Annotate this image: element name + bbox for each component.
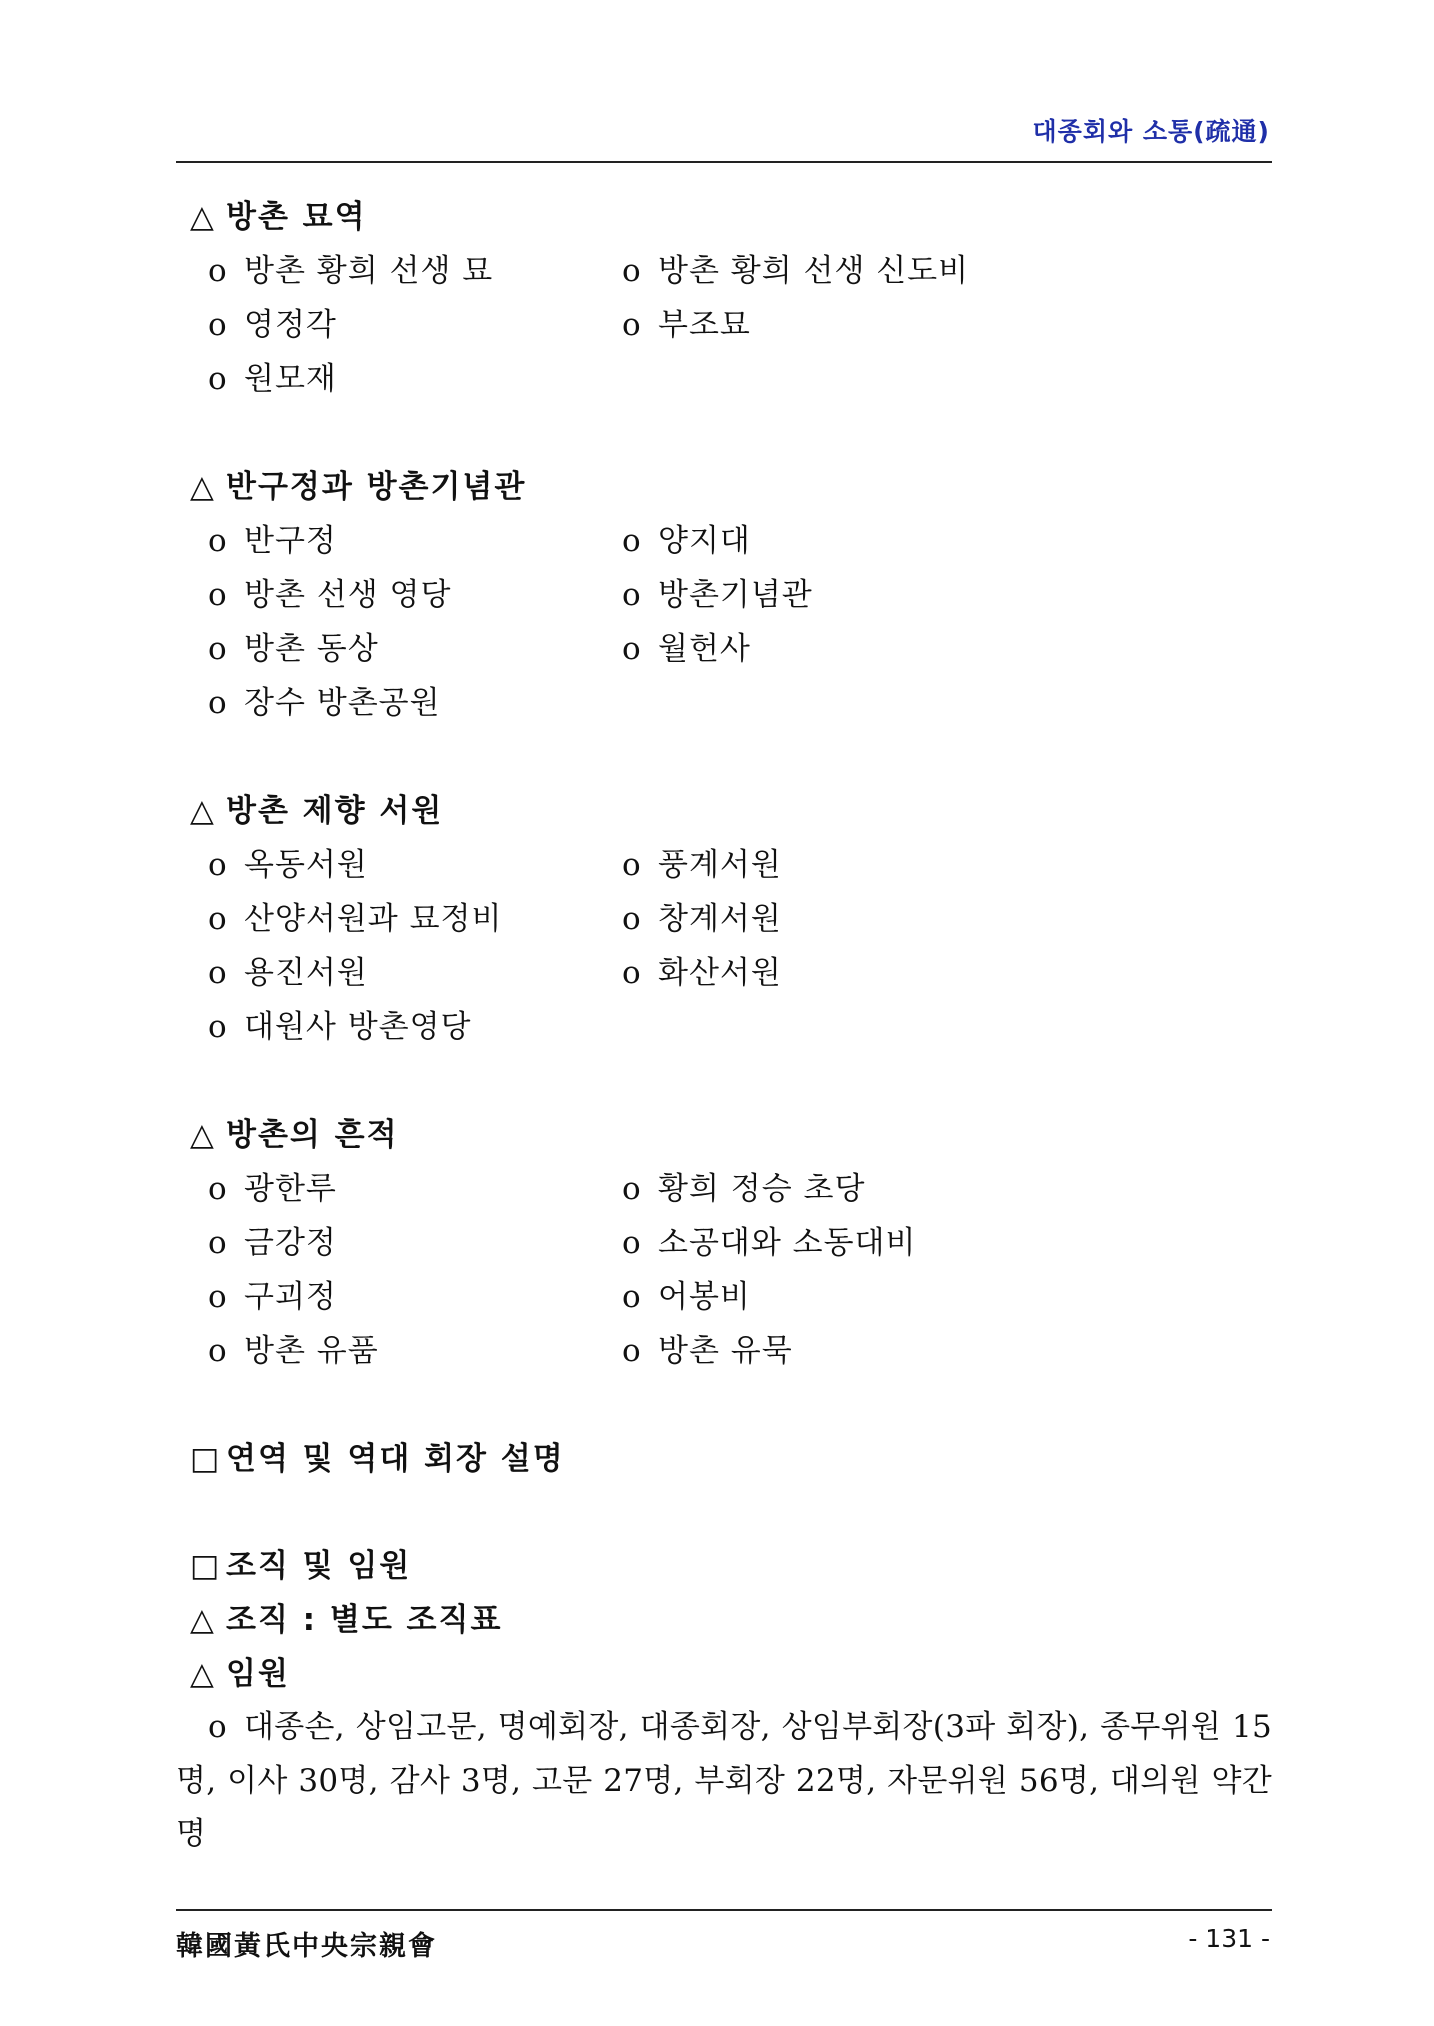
triangle-icon: △	[190, 1117, 216, 1153]
list-item	[622, 298, 1036, 352]
bullet-icon: o	[622, 523, 642, 559]
bullet-icon: o	[208, 577, 228, 613]
triangle-icon: △	[190, 469, 216, 505]
list-item-text: 용진서원	[244, 955, 368, 991]
bullet-icon: o	[622, 1225, 642, 1261]
bullet-icon: o	[208, 1225, 228, 1261]
bullet-icon: o	[622, 631, 642, 667]
officers-subheading-text: 임원	[226, 1656, 290, 1692]
list-item-text: 장수 방촌공원	[244, 685, 441, 721]
bullet-icon: o	[208, 253, 228, 289]
bullet-icon: o	[622, 253, 642, 289]
page-body	[176, 190, 1272, 1862]
list-item-text: 구괴정	[244, 1279, 337, 1315]
list-item	[622, 1270, 1036, 1324]
triangle-icon: △	[190, 199, 216, 235]
list-item-text: 산양서원과 묘정비	[244, 901, 503, 937]
list-item	[622, 514, 1036, 568]
bullet-icon: o	[622, 577, 642, 613]
officers-text: 대종손, 상임고문, 명예회장, 대종회장, 상임부회장(3파 회장), 종무위원 15명, 이사 30명, 감사 3명, 고문 27명, 부회장 22명, 자문위원 56명, 대의원 약간 명	[176, 1709, 1272, 1852]
section-heading	[176, 784, 1272, 838]
header-rule	[176, 161, 1272, 163]
list-item	[208, 1324, 622, 1378]
running-header-title: 대종회와 소통(疏通)	[1032, 117, 1270, 146]
list-item-text: 옥동서원	[244, 847, 368, 883]
section-heading-text: 반구정과 방촌기념관	[226, 469, 527, 505]
list-item	[208, 568, 622, 622]
list-item-text: 소공대와 소동대비	[658, 1225, 917, 1261]
section-heading	[176, 1108, 1272, 1162]
list-item	[622, 568, 1036, 622]
list-item	[622, 838, 1036, 892]
bullet-icon: o	[208, 955, 228, 991]
list-item	[622, 1216, 1036, 1270]
list-item	[208, 1000, 622, 1054]
list-item	[208, 1216, 622, 1270]
page-number: - 131 -	[1188, 1924, 1270, 1953]
bullet-icon: o	[208, 307, 228, 343]
triangle-icon: △	[190, 1602, 216, 1638]
list-item	[622, 244, 1036, 298]
list-item	[208, 892, 622, 946]
list-item-text: 황희 정승 초당	[658, 1171, 866, 1207]
org-subheading-text: 조직 : 별도 조직표	[226, 1602, 503, 1638]
officers-subheading	[176, 1647, 1272, 1701]
org-heading-text: 조직 및 임원	[226, 1548, 412, 1584]
bullet-icon: o	[622, 901, 642, 937]
list-item-text: 반구정	[244, 523, 337, 559]
list-item	[622, 622, 1036, 676]
section-heading-text: 방촌 제향 서원	[226, 793, 444, 829]
history-heading	[176, 1432, 1272, 1486]
list-item-text: 화산서원	[658, 955, 782, 991]
list-item	[622, 1324, 1036, 1378]
bullet-icon: o	[208, 1333, 228, 1369]
list-item-text: 대원사 방촌영당	[244, 1009, 472, 1045]
sections-container	[176, 190, 1272, 1432]
list-item-text: 방촌 황희 선생 묘	[244, 253, 494, 289]
list-item-text: 어봉비	[658, 1279, 751, 1315]
bullet-icon: o	[208, 523, 228, 559]
list-item-text: 방촌 동상	[244, 631, 379, 667]
bullet-icon: o	[208, 1009, 228, 1045]
list-item-text: 광한루	[244, 1171, 337, 1207]
org-subheading	[176, 1593, 1272, 1647]
bullet-icon: o	[208, 847, 228, 883]
list-item-text: 월헌사	[658, 631, 751, 667]
list-item-text: 양지대	[658, 523, 751, 559]
list-item-text: 영정각	[244, 307, 337, 343]
list-item	[208, 1270, 622, 1324]
list-item-text: 금강정	[244, 1225, 337, 1261]
bullet-icon: o	[622, 307, 642, 343]
section-heading-text: 방촌의 흔적	[226, 1117, 399, 1153]
footer-rule	[176, 1909, 1272, 1911]
list-item-text: 방촌기념관	[658, 577, 813, 613]
bullet-icon: o	[622, 1171, 642, 1207]
organization-logo: 韓國黃氏中央宗親會	[176, 1931, 437, 1962]
bullet-icon: o	[208, 361, 228, 397]
bullet-icon: o	[622, 1279, 642, 1315]
list-item	[622, 946, 1036, 1000]
square-icon: □	[190, 1548, 222, 1584]
list-item	[208, 514, 622, 568]
section-heading-text: 방촌 묘역	[226, 199, 367, 235]
triangle-icon: △	[190, 1656, 216, 1692]
section-item-list	[176, 1162, 1272, 1378]
bullet-icon: o	[622, 1333, 642, 1369]
list-item	[208, 298, 622, 352]
section-item-list	[176, 838, 1272, 1054]
bullet-icon: o	[622, 955, 642, 991]
list-item	[208, 676, 622, 730]
list-item-text: 방촌 황희 선생 신도비	[658, 253, 970, 289]
bullet-icon: o	[208, 631, 228, 667]
section-heading	[176, 190, 1272, 244]
list-item-text: 방촌 유묵	[658, 1333, 793, 1369]
list-item	[622, 1162, 1036, 1216]
list-item	[208, 352, 622, 406]
bullet-icon: o	[208, 1709, 227, 1745]
list-item-text: 방촌 유품	[244, 1333, 379, 1369]
section-item-list	[176, 244, 1272, 406]
list-item-text: 창계서원	[658, 901, 782, 937]
list-item	[208, 838, 622, 892]
officers-paragraph	[176, 1701, 1272, 1862]
bullet-icon: o	[622, 847, 642, 883]
list-item-text: 부조묘	[658, 307, 751, 343]
list-item-text: 풍계서원	[658, 847, 782, 883]
org-heading	[176, 1539, 1272, 1593]
bullet-icon: o	[208, 685, 228, 721]
list-item	[208, 244, 622, 298]
bullet-icon: o	[208, 1279, 228, 1315]
list-item	[208, 946, 622, 1000]
list-item-text: 원모재	[244, 361, 337, 397]
bullet-icon: o	[208, 1171, 228, 1207]
list-item-text: 방촌 선생 영당	[244, 577, 452, 613]
list-item	[622, 892, 1036, 946]
section-heading	[176, 460, 1272, 514]
list-item	[208, 1162, 622, 1216]
bullet-icon: o	[208, 901, 228, 937]
square-icon: □	[190, 1441, 222, 1477]
list-item	[208, 622, 622, 676]
section-item-list	[176, 514, 1272, 730]
history-heading-text: 연역 및 역대 회장 설명	[226, 1441, 565, 1477]
triangle-icon: △	[190, 793, 216, 829]
